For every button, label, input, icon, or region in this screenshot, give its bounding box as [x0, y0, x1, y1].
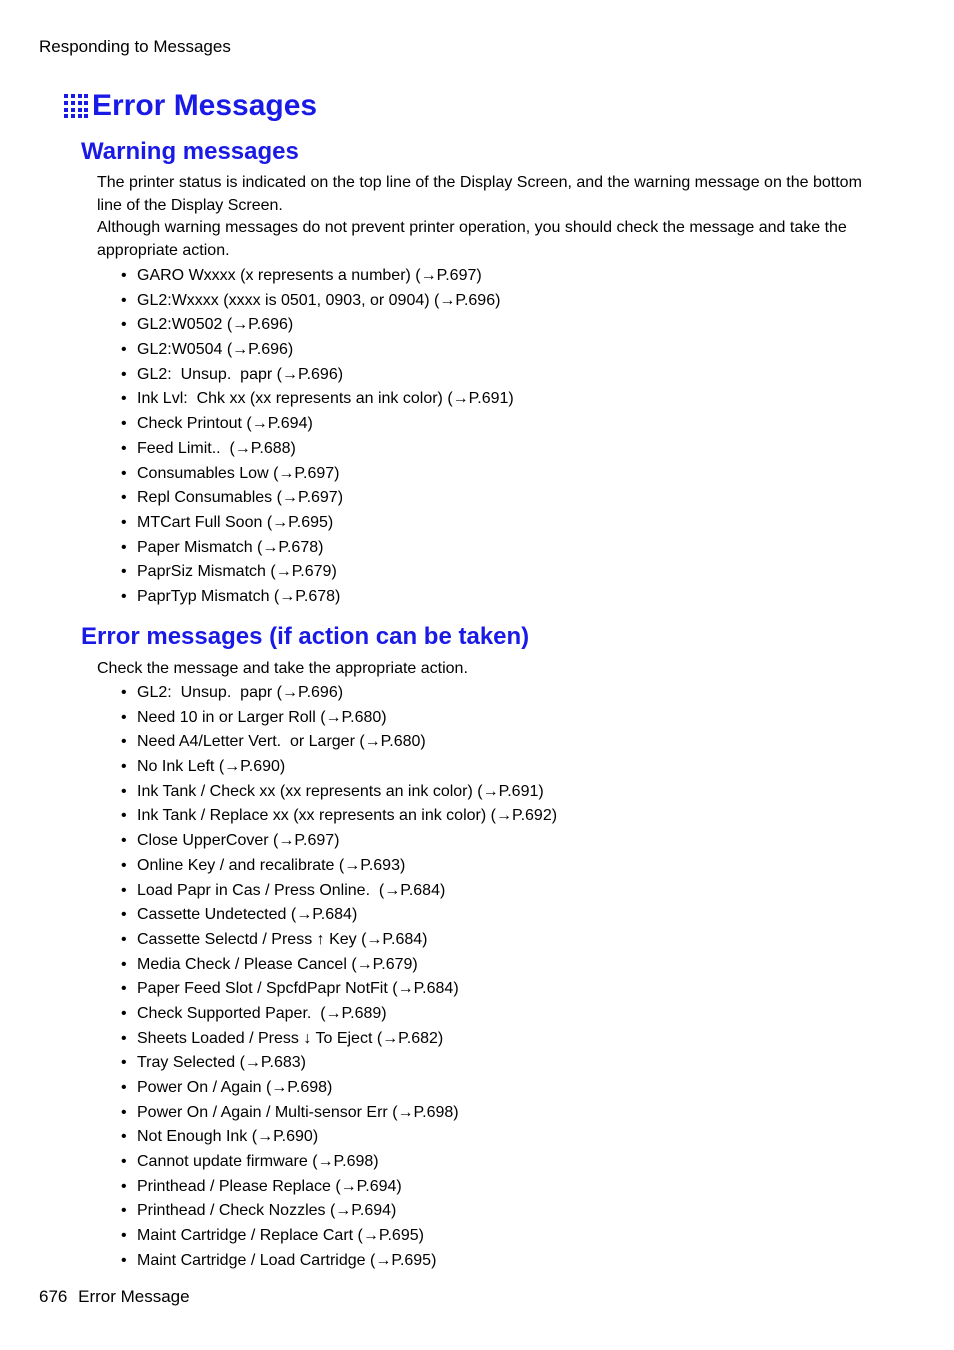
list-item	[120, 804, 557, 829]
list-item-text[interactable]: Ink Tank / Check xx (xx represents an ink color) (→P.691)	[137, 782, 544, 800]
bullet-icon: •	[121, 1004, 127, 1022]
bullet-icon: •	[121, 1251, 127, 1269]
list-item-text[interactable]: Cannot update firmware (→P.698)	[137, 1153, 379, 1171]
bullet-icon: •	[121, 1227, 127, 1245]
bullet-icon: •	[121, 684, 127, 701]
list-item-text[interactable]: GL2: Unsup. papr (→P.696)	[137, 684, 344, 701]
bullet-icon: •	[121, 758, 127, 776]
list-item	[120, 560, 514, 585]
bullet-icon: •	[121, 881, 127, 899]
bullet-icon: •	[121, 1103, 127, 1121]
list-item	[120, 511, 514, 536]
bullet-icon: •	[121, 415, 127, 433]
list-item	[120, 585, 514, 610]
list-item-text[interactable]: Feed Limit.. (→P.688)	[137, 439, 296, 457]
list-item-text[interactable]: Check Supported Paper. (→P.689)	[137, 1004, 387, 1022]
bullet-icon: •	[121, 955, 127, 973]
bullet-icon: •	[121, 316, 127, 334]
bullet-icon: •	[121, 538, 127, 556]
bullet-icon: •	[121, 341, 127, 359]
list-item	[120, 338, 514, 363]
bullet-icon: •	[121, 365, 127, 383]
page-number: 676	[39, 1287, 68, 1306]
list-item-text[interactable]: Repl Consumables (→P.697)	[137, 489, 344, 507]
list-item	[120, 363, 514, 388]
bullet-icon: •	[121, 489, 127, 507]
list-item-text[interactable]: Paper Feed Slot / SpcfdPapr NotFit (→P.684)	[137, 980, 459, 998]
error-action-heading: Error messages (if action can be taken)	[81, 623, 530, 650]
list-item	[120, 706, 557, 731]
list-item	[120, 289, 514, 314]
bullet-icon: •	[121, 1153, 127, 1171]
list-item-text[interactable]: PaprTyp Mismatch (→P.678)	[137, 587, 341, 605]
list-item-text[interactable]: Printhead / Please Replace (→P.694)	[137, 1177, 402, 1195]
warning-heading: Warning messages	[81, 138, 299, 165]
bullet-icon: •	[121, 708, 127, 726]
grid-bullet-icon	[64, 94, 88, 118]
page-title	[64, 88, 317, 124]
bullet-icon: •	[121, 1054, 127, 1072]
list-item	[120, 264, 514, 289]
bullet-icon: •	[121, 856, 127, 874]
bullet-icon: •	[121, 587, 127, 605]
list-item	[120, 1002, 557, 1027]
list-item	[120, 928, 557, 953]
list-item	[120, 903, 557, 928]
list-item	[120, 412, 514, 437]
bullet-icon: •	[121, 464, 127, 482]
list-item-text[interactable]: Not Enough Ink (→P.690)	[137, 1128, 319, 1146]
list-item	[120, 1249, 557, 1274]
bullet-icon: •	[121, 267, 127, 284]
list-item	[120, 1101, 557, 1126]
list-item	[120, 977, 557, 1002]
list-item	[120, 486, 514, 511]
list-item-text[interactable]: GL2: Unsup. papr (→P.696)	[137, 365, 344, 383]
bullet-icon: •	[121, 390, 127, 408]
list-item-text[interactable]: Need A4/Letter Vert. or Larger (→P.680)	[137, 733, 426, 751]
list-item	[120, 536, 514, 561]
list-item	[120, 1027, 557, 1052]
running-header: Responding to Messages	[39, 37, 231, 56]
list-item-text[interactable]: Printhead / Check Nozzles (→P.694)	[137, 1202, 397, 1220]
list-item-text[interactable]: Sheets Loaded / Press ↓ To Eject (→P.682)	[137, 1029, 444, 1047]
warning-list	[120, 264, 514, 610]
list-item-text[interactable]: Cassette Undetected (→P.684)	[137, 906, 358, 924]
bullet-icon: •	[121, 906, 127, 924]
list-item-text[interactable]: Cassette Selectd / Press ↑ Key (→P.684)	[137, 930, 428, 948]
list-item-text[interactable]: GL2:W0504 (→P.696)	[137, 341, 294, 359]
list-item-text[interactable]: No Ink Left (→P.690)	[137, 758, 286, 776]
bullet-icon: •	[121, 1079, 127, 1096]
bullet-icon: •	[121, 807, 127, 825]
list-item-text[interactable]: Tray Selected (→P.683)	[137, 1054, 306, 1072]
bullet-icon: •	[121, 1029, 127, 1047]
bullet-icon: •	[121, 832, 127, 850]
list-item	[120, 1076, 557, 1101]
list-item-text[interactable]: GARO Wxxxx (x represents a number) (→P.697)	[137, 267, 482, 284]
bullet-icon: •	[121, 980, 127, 998]
bullet-icon: •	[121, 1177, 127, 1195]
list-item	[120, 313, 514, 338]
warning-intro	[97, 172, 887, 262]
bullet-icon: •	[121, 782, 127, 800]
list-item-text[interactable]: Maint Cartridge / Load Cartridge (→P.695)	[137, 1251, 437, 1269]
list-item	[120, 780, 557, 805]
bullet-icon: •	[121, 733, 127, 751]
bullet-icon: •	[121, 439, 127, 457]
page-title-text: Error Messages	[92, 89, 318, 122]
list-item	[120, 681, 557, 706]
list-item-text[interactable]: Consumables Low (→P.697)	[137, 464, 340, 482]
error-action-paragraph: Check the message and take the appropriate action.	[97, 660, 468, 677]
list-item	[120, 755, 557, 780]
list-item-text[interactable]: Power On / Again (→P.698)	[137, 1079, 333, 1096]
bullet-icon: •	[121, 291, 127, 309]
list-item	[120, 387, 514, 412]
list-item-text[interactable]: MTCart Full Soon (→P.695)	[137, 513, 334, 531]
bullet-icon: •	[121, 1202, 127, 1220]
bullet-icon: •	[121, 1128, 127, 1146]
list-item-text[interactable]: Ink Lvl: Chk xx (xx represents an ink color) (→P.691)	[137, 390, 514, 408]
bullet-icon: •	[121, 563, 127, 581]
list-item-text[interactable]: Need 10 in or Larger Roll (→P.680)	[137, 708, 387, 726]
list-item	[120, 854, 557, 879]
list-item-text[interactable]: Ink Tank / Replace xx (xx represents an ink color) (→P.692)	[137, 807, 558, 825]
list-item-text[interactable]: PaprSiz Mismatch (→P.679)	[137, 563, 337, 581]
list-item	[120, 1175, 557, 1200]
bullet-icon: •	[121, 513, 127, 531]
list-item	[120, 1224, 557, 1249]
warning-paragraph: The printer status is indicated on the top line of the Display Screen, and the warning message on the bottom line of the Display Screen.	[97, 174, 862, 214]
error-action-list	[120, 681, 557, 1274]
list-item	[120, 437, 514, 462]
list-item	[120, 879, 557, 904]
list-item	[120, 953, 557, 978]
list-item-text[interactable]: Check Printout (→P.694)	[137, 415, 313, 433]
list-item-text[interactable]: Paper Mismatch (→P.678)	[137, 538, 324, 556]
list-item	[120, 462, 514, 487]
footer-label: Error Message	[78, 1287, 190, 1306]
list-item-text[interactable]: GL2:W0502 (→P.696)	[137, 316, 294, 334]
bullet-icon: •	[121, 930, 127, 948]
list-item-text[interactable]: Close UpperCover (→P.697)	[137, 832, 340, 850]
warning-paragraph: Although warning messages do not prevent printer operation, you should check the message and take the appropriate action.	[97, 219, 847, 259]
list-item	[120, 1199, 557, 1224]
list-item	[120, 1051, 557, 1076]
list-item-text[interactable]: GL2:Wxxxx (xxxx is 0501, 0903, or 0904) (→P.696)	[137, 291, 501, 309]
list-item	[120, 829, 557, 854]
list-item	[120, 1125, 557, 1150]
list-item-text[interactable]: Media Check / Please Cancel (→P.679)	[137, 955, 418, 973]
list-item	[120, 730, 557, 755]
list-item-text[interactable]: Power On / Again / Multi-sensor Err (→P.698)	[137, 1103, 459, 1121]
error-action-intro	[97, 658, 887, 681]
list-item-text[interactable]: Load Papr in Cas / Press Online. (→P.684)	[137, 881, 446, 899]
list-item	[120, 1150, 557, 1175]
page-footer	[39, 1287, 190, 1307]
list-item-text[interactable]: Maint Cartridge / Replace Cart (→P.695)	[137, 1227, 424, 1245]
list-item-text[interactable]: Online Key / and recalibrate (→P.693)	[137, 856, 406, 874]
